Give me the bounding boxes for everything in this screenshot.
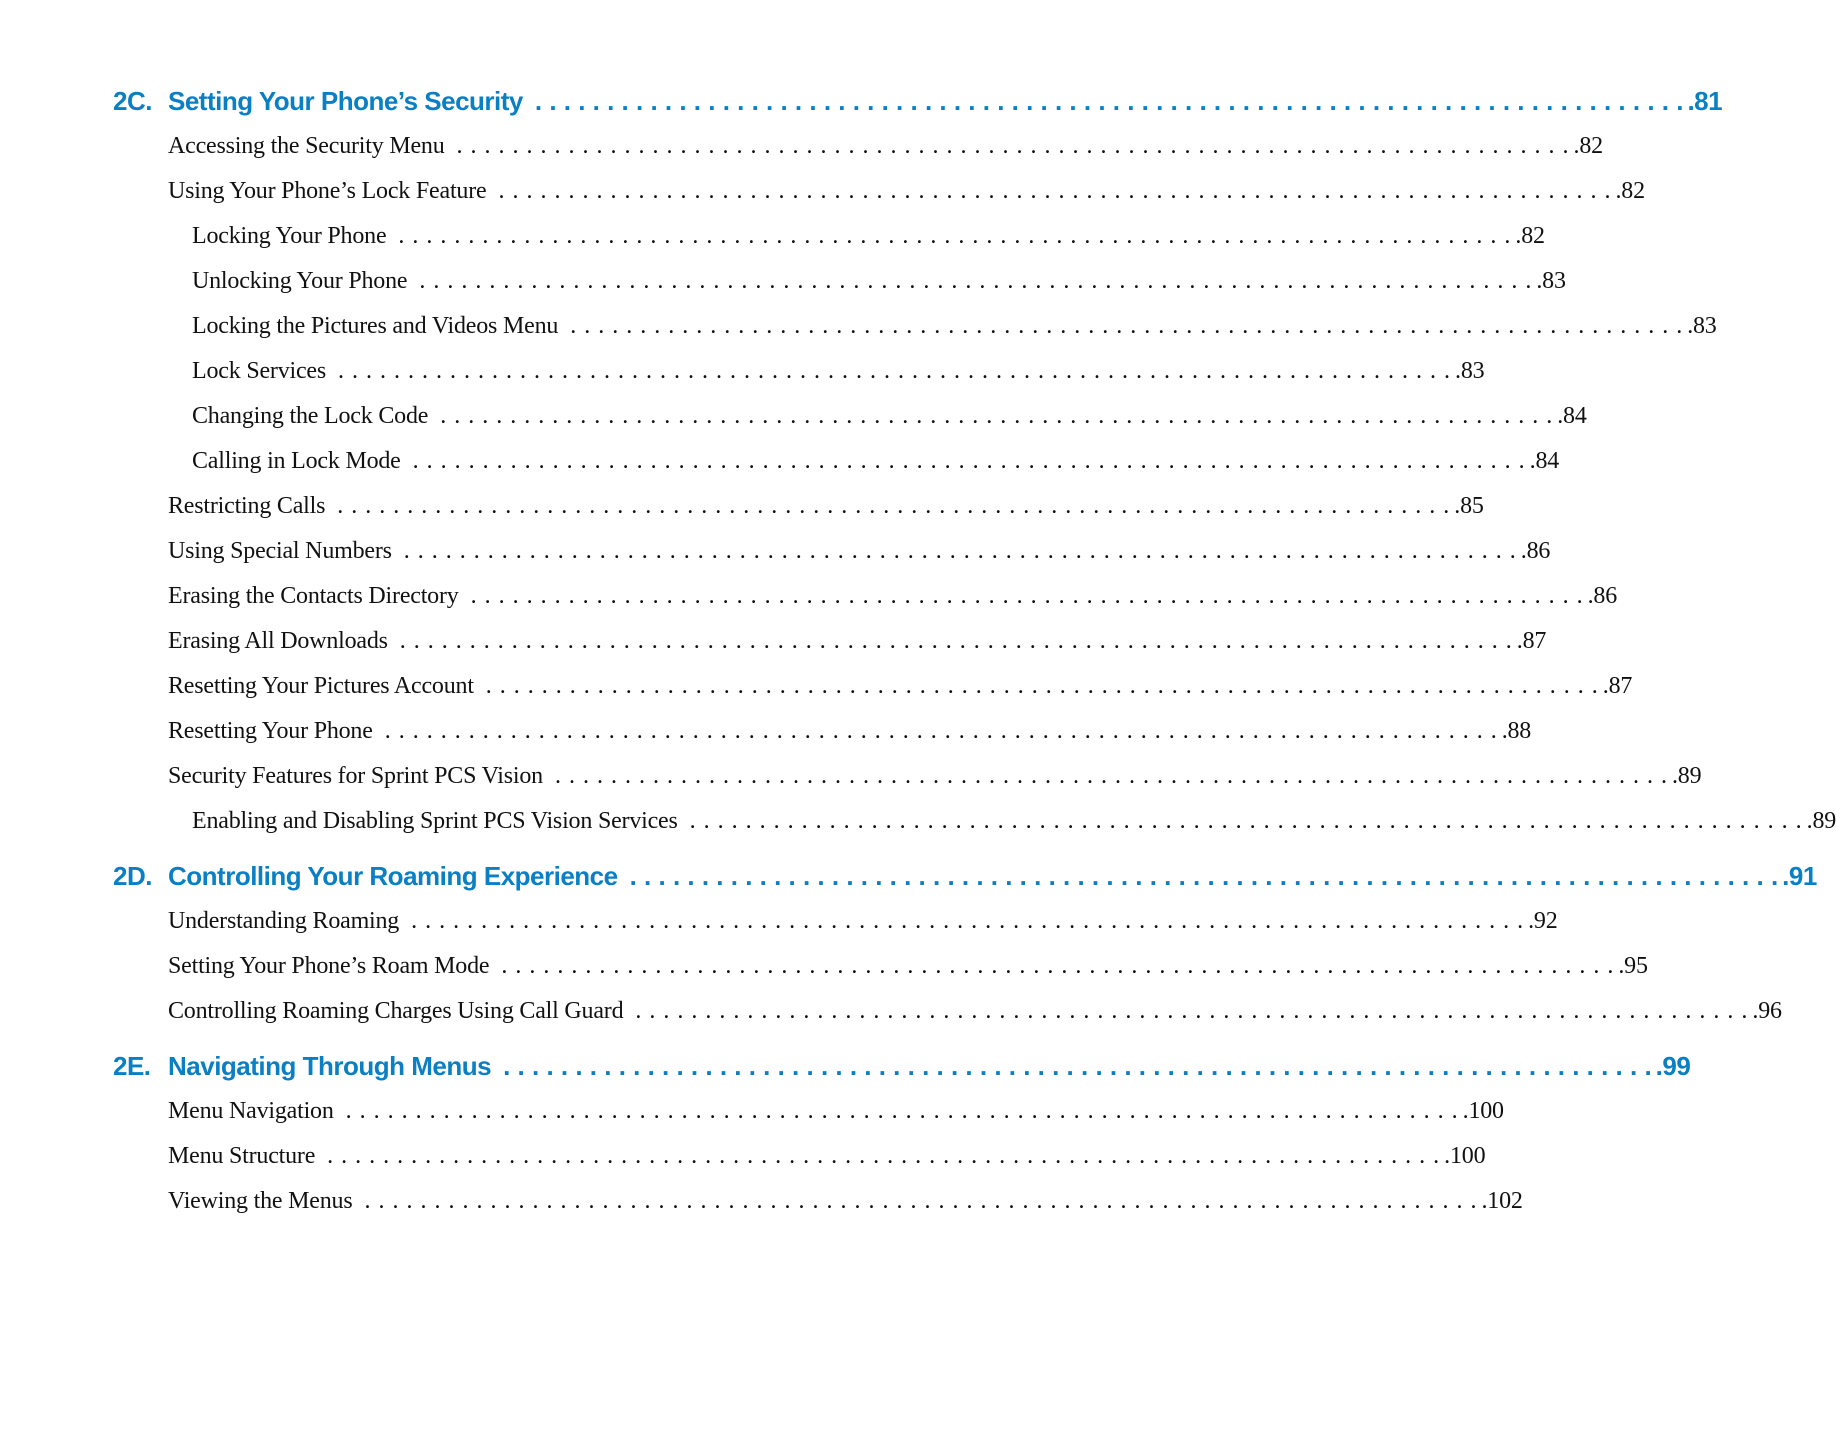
- entry-page-number: .82: [1515, 223, 1545, 249]
- toc-entry[interactable]: [168, 1143, 1486, 1170]
- entry-title: Menu Navigation: [168, 1098, 334, 1124]
- entry-title: Using Your Phone’s Lock Feature: [168, 178, 487, 204]
- toc-entry[interactable]: [168, 583, 1617, 610]
- entry-title: Using Special Numbers: [168, 538, 392, 564]
- section-page-number: .99: [1655, 1051, 1691, 1081]
- entry-page-number: .95: [1618, 953, 1648, 979]
- entry-page-number: .100: [1444, 1143, 1486, 1169]
- toc-entry[interactable]: [168, 538, 1551, 565]
- dot-leader: . . . . . . . . . . . . . . . . . . . . . . . . . . . . . . . . . . . . . . . . . . . . . . . . . . . . . . . . . . . . . . . . . . . . . . . . . . . . . . . .: [570, 313, 1684, 339]
- entry-title: Erasing All Downloads: [168, 628, 388, 654]
- entry-page-number: .102: [1481, 1188, 1523, 1214]
- dot-leader: . . . . . . . . . . . . . . . . . . . . . . . . . . . . . . . . . . . . . . . . . . . . . . . . . . . . . . . . . . . . . . . . . . . . . . . . . . . . . . . .: [412, 448, 1526, 474]
- entry-title: Changing the Lock Code: [192, 403, 429, 429]
- entry-title: Controlling Roaming Charges Using Call Guard: [168, 998, 624, 1024]
- dot-leader: . . . . . . . . . . . . . . . . . . . . . . . . . . . . . . . . . . . . . . . . . . . . . . . . . . . . . . . . . . . . . . . . . . . . . . . . . . . . . . . .: [503, 1051, 1652, 1081]
- section-number: 2D.: [113, 861, 152, 891]
- toc-section-2d[interactable]: [113, 861, 1817, 892]
- toc-entry[interactable]: [168, 493, 1484, 520]
- dot-leader: . . . . . . . . . . . . . . . . . . . . . . . . . . . . . . . . . . . . . . . . . . . . . . . . . . . . . . . . . . . . . . . . . . . . . . . . . . . . . . . .: [498, 178, 1612, 204]
- dot-leader: . . . . . . . . . . . . . . . . . . . . . . . . . . . . . . . . . . . . . . . . . . . . . . . . . . . . . . . . . . . . . . . . . . . . . . . . . . . . . . . .: [554, 763, 1668, 789]
- entry-title: Calling in Lock Mode: [192, 448, 401, 474]
- dot-leader: . . . . . . . . . . . . . . . . . . . . . . . . . . . . . . . . . . . . . . . . . . . . . . . . . . . . . . . . . . . . . . . . . . . . . . . . . . . . . . . .: [398, 223, 1512, 249]
- toc-entry[interactable]: [168, 718, 1532, 745]
- dot-leader: . . . . . . . . . . . . . . . . . . . . . . . . . . . . . . . . . . . . . . . . . . . . . . . . . . . . . . . . . . . . . . . . . . . . . . . . . . . . . . . .: [364, 1188, 1478, 1214]
- entry-title: Lock Services: [192, 358, 327, 384]
- entry-page-number: .87: [1516, 628, 1547, 654]
- entry-page-number: .85: [1454, 493, 1484, 519]
- dot-leader: . . . . . . . . . . . . . . . . . . . . . . . . . . . . . . . . . . . . . . . . . . . . . . . . . . . . . . . . . . . . . . . . . . . . . . . . . . . . . . . .: [327, 1143, 1441, 1169]
- entry-page-number: .84: [1529, 448, 1560, 474]
- toc-section-2c[interactable]: [113, 86, 1723, 117]
- entry-title: Unlocking Your Phone: [192, 268, 408, 294]
- entry-title: Viewing the Menus: [168, 1188, 353, 1214]
- entry-page-number: .84: [1557, 403, 1587, 429]
- toc-entry[interactable]: [168, 998, 1782, 1025]
- toc-entry[interactable]: [168, 953, 1648, 980]
- toc-subentry[interactable]: [192, 268, 1566, 295]
- dot-leader: . . . . . . . . . . . . . . . . . . . . . . . . . . . . . . . . . . . . . . . . . . . . . . . . . . . . . . . . . . . . . . . . . . . . . . . . . . . . . . . .: [689, 808, 1803, 834]
- toc-subentry[interactable]: [192, 223, 1545, 250]
- toc-entry[interactable]: [168, 763, 1702, 790]
- entry-title: Erasing the Contacts Directory: [168, 583, 459, 609]
- toc-subentry[interactable]: [192, 403, 1587, 430]
- toc-subentry[interactable]: [192, 808, 1836, 835]
- entry-page-number: .88: [1501, 718, 1532, 744]
- section-number: 2C.: [113, 86, 152, 116]
- entry-page-number: .86: [1587, 583, 1617, 609]
- dot-leader: . . . . . . . . . . . . . . . . . . . . . . . . . . . . . . . . . . . . . . . . . . . . . . . . . . . . . . . . . . . . . . . . . . . . . . . . . . . . . . . .: [456, 133, 1570, 159]
- toc-entry[interactable]: [168, 1188, 1523, 1215]
- entry-page-number: .86: [1520, 538, 1551, 564]
- entry-title: Resetting Your Pictures Account: [168, 673, 474, 699]
- dot-leader: . . . . . . . . . . . . . . . . . . . . . . . . . . . . . . . . . . . . . . . . . . . . . . . . . . . . . . . . . . . . . . . . . . . . . . . . . . . . . . . .: [411, 908, 1525, 934]
- toc-subentry[interactable]: [192, 358, 1485, 385]
- entry-page-number: .92: [1528, 908, 1558, 934]
- entry-title: Locking the Pictures and Videos Menu: [192, 313, 559, 339]
- entry-page-number: .83: [1536, 268, 1566, 294]
- entry-title: Resetting Your Phone: [168, 718, 373, 744]
- dot-leader: . . . . . . . . . . . . . . . . . . . . . . . . . . . . . . . . . . . . . . . . . . . . . . . . . . . . . . . . . . . . . . . . . . . . . . . . . . . . . . . .: [384, 718, 1498, 744]
- entry-page-number: .87: [1602, 673, 1633, 699]
- entry-title: Setting Your Phone’s Roam Mode: [168, 953, 490, 979]
- dot-leader: . . . . . . . . . . . . . . . . . . . . . . . . . . . . . . . . . . . . . . . . . . . . . . . . . . . . . . . . . . . . . . . . . . . . . . . . . . . . . . . .: [403, 538, 1517, 564]
- dot-leader: . . . . . . . . . . . . . . . . . . . . . . . . . . . . . . . . . . . . . . . . . . . . . . . . . . . . . . . . . . . . . . . . . . . . . . . . . . . . . . . .: [345, 1098, 1459, 1124]
- toc-entry[interactable]: [168, 178, 1645, 205]
- entry-title: Accessing the Security Menu: [168, 133, 445, 159]
- entry-title: Menu Structure: [168, 1143, 316, 1169]
- entry-page-number: .83: [1687, 313, 1717, 339]
- entry-title: Restricting Calls: [168, 493, 326, 519]
- dot-leader: . . . . . . . . . . . . . . . . . . . . . . . . . . . . . . . . . . . . . . . . . . . . . . . . . . . . . . . . . . . . . . . . . . . . . . . . . . . . . . . .: [399, 628, 1513, 654]
- entry-title: Security Features for Sprint PCS Vision: [168, 763, 543, 789]
- toc-entry[interactable]: [168, 908, 1558, 935]
- entry-title: Enabling and Disabling Sprint PCS Vision Services: [192, 808, 678, 834]
- entry-page-number: .83: [1455, 358, 1485, 384]
- section-number: 2E.: [113, 1051, 151, 1081]
- entry-page-number: .96: [1752, 998, 1782, 1024]
- dot-leader: . . . . . . . . . . . . . . . . . . . . . . . . . . . . . . . . . . . . . . . . . . . . . . . . . . . . . . . . . . . . . . . . . . . . . . . . . . . . . . . .: [440, 403, 1554, 429]
- toc-entry[interactable]: [168, 133, 1603, 160]
- toc-subentry[interactable]: [192, 448, 1560, 475]
- dot-leader: . . . . . . . . . . . . . . . . . . . . . . . . . . . . . . . . . . . . . . . . . . . . . . . . . . . . . . . . . . . . . . . . . . . . . . . . . . . . . . . .: [629, 861, 1779, 891]
- dot-leader: . . . . . . . . . . . . . . . . . . . . . . . . . . . . . . . . . . . . . . . . . . . . . . . . . . . . . . . . . . . . . . . . . . . . . . . . . . . . . . . .: [338, 358, 1452, 384]
- dot-leader: . . . . . . . . . . . . . . . . . . . . . . . . . . . . . . . . . . . . . . . . . . . . . . . . . . . . . . . . . . . . . . . . . . . . . . . . . . . . . . . .: [635, 998, 1749, 1024]
- toc-entry[interactable]: [168, 1098, 1504, 1125]
- dot-leader: . . . . . . . . . . . . . . . . . . . . . . . . . . . . . . . . . . . . . . . . . . . . . . . . . . . . . . . . . . . . . . . . . . . . . . . . . . . . . . . .: [534, 86, 1684, 116]
- section-page-number: .91: [1782, 861, 1817, 891]
- toc-section-2e[interactable]: [113, 1051, 1691, 1082]
- toc-entry[interactable]: [168, 673, 1633, 700]
- dot-leader: . . . . . . . . . . . . . . . . . . . . . . . . . . . . . . . . . . . . . . . . . . . . . . . . . . . . . . . . . . . . . . . . . . . . . . . . . . . . . . . .: [337, 493, 1451, 519]
- section-page-number: .81: [1687, 86, 1723, 116]
- dot-leader: . . . . . . . . . . . . . . . . . . . . . . . . . . . . . . . . . . . . . . . . . . . . . . . . . . . . . . . . . . . . . . . . . . . . . . . . . . . . . . . .: [485, 673, 1599, 699]
- dot-leader: . . . . . . . . . . . . . . . . . . . . . . . . . . . . . . . . . . . . . . . . . . . . . . . . . . . . . . . . . . . . . . . . . . . . . . . . . . . . . . . .: [501, 953, 1615, 979]
- section-title: Controlling Your Roaming Experience: [168, 861, 618, 891]
- entry-page-number: .89: [1806, 808, 1836, 834]
- entry-page-number: .82: [1573, 133, 1603, 159]
- entry-page-number: .82: [1615, 178, 1645, 204]
- toc-subentry[interactable]: [192, 313, 1717, 340]
- dot-leader: . . . . . . . . . . . . . . . . . . . . . . . . . . . . . . . . . . . . . . . . . . . . . . . . . . . . . . . . . . . . . . . . . . . . . . . . . . . . . . . .: [470, 583, 1584, 609]
- entry-page-number: .89: [1671, 763, 1702, 789]
- entry-title: Understanding Roaming: [168, 908, 400, 934]
- toc-entry[interactable]: [168, 628, 1547, 655]
- dot-leader: . . . . . . . . . . . . . . . . . . . . . . . . . . . . . . . . . . . . . . . . . . . . . . . . . . . . . . . . . . . . . . . . . . . . . . . . . . . . . . . .: [419, 268, 1533, 294]
- entry-page-number: .100: [1462, 1098, 1504, 1124]
- entry-title: Locking Your Phone: [192, 223, 387, 249]
- section-title: Navigating Through Menus: [168, 1051, 492, 1081]
- section-title: Setting Your Phone’s Security: [168, 86, 523, 116]
